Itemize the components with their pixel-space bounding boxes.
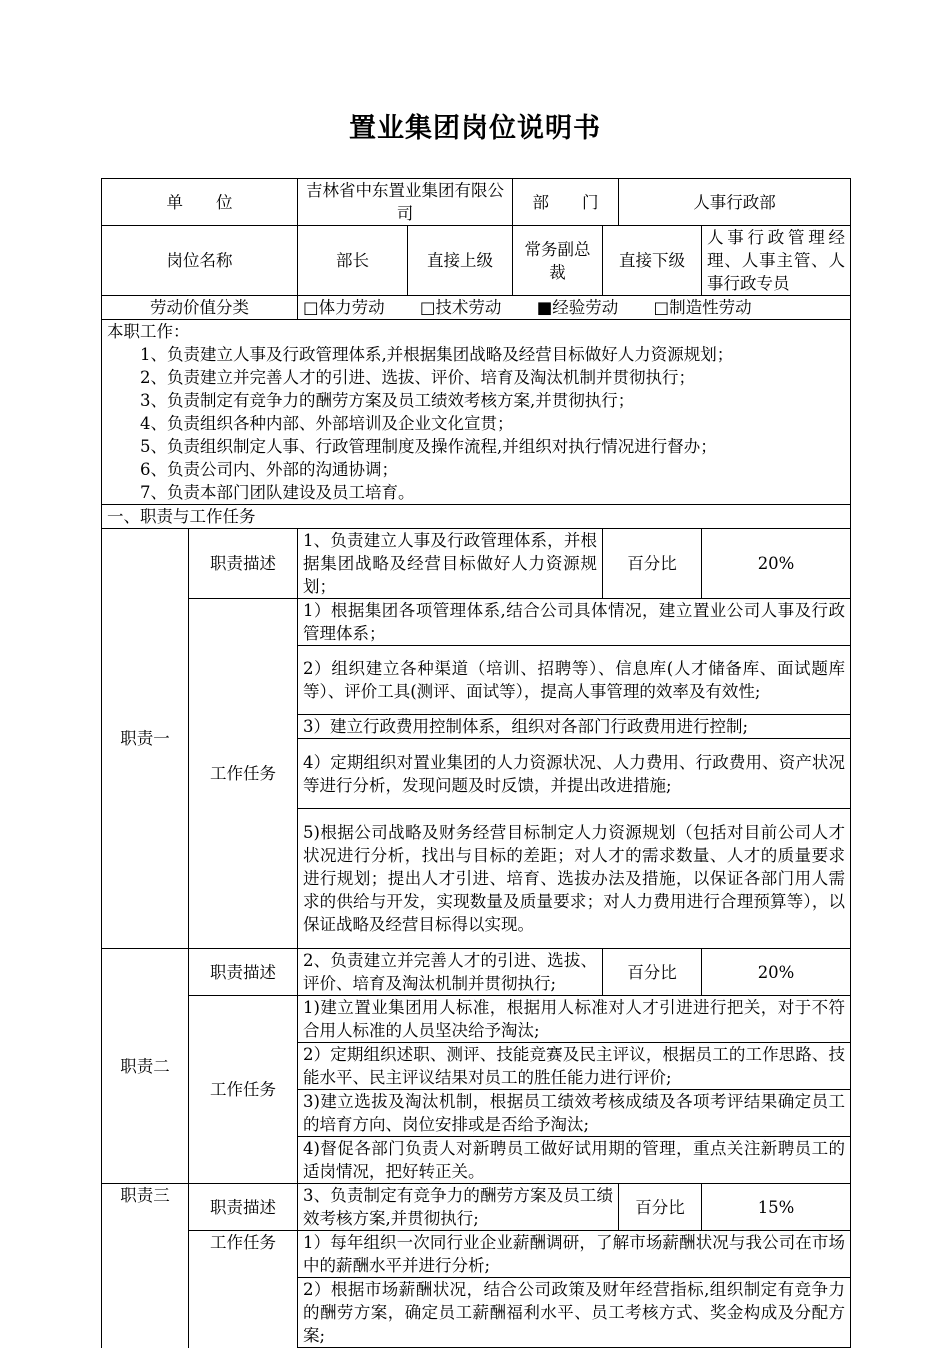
subordinate-value: 人事行政管理经理、人事主管、人事行政专员	[702, 226, 851, 296]
duty-item: 4、负责组织各种内部、外部培训及企业文化宣贯；	[140, 414, 514, 433]
unit-label: 单 位	[102, 179, 298, 226]
labor-option-experience: ■经验劳动	[536, 298, 619, 317]
resp2-percent: 20%	[702, 949, 851, 996]
resp1-task: 5)根据公司战略及财务经营目标制定人力资源规划（包括对目前公司人才状况进行分析，找出与目标的差距；对人才的需求数量、人才的质量要求进行规划；提出人才引进、培育、选拔办法及措施，以保证各部门用人需求的供给与开发，实现数量及质量要求；对人力费用进行合理预算等），以保证战略及经营目标得以实现。	[298, 809, 851, 949]
resp2-tasks-label: 工作任务	[189, 996, 298, 1184]
labor-option-physical: □体力劳动	[303, 298, 385, 317]
resp1-task-row	[102, 599, 851, 646]
resp3-tasks-label: 工作任务	[189, 1231, 298, 1348]
resp3-description: 3、负责制定有竞争力的酬劳方案及员工绩效考核方案,并贯彻执行;	[298, 1184, 619, 1231]
resp2-desc-row	[102, 949, 851, 996]
resp3-task: 2）根据市场薪酬状况，结合公司政策及财年经营指标,组织制定有竞争力的酬劳方案，确定员工薪酬福利水平、员工考核方式、奖金构成及分配方案;	[298, 1278, 851, 1348]
section-title: 一、职责与工作任务	[102, 505, 851, 529]
duty-item: 2、负责建立并完善人才的引进、选拔、评价、培育及淘汰机制并贯彻执行；	[140, 368, 695, 387]
resp3-desc-row	[102, 1184, 851, 1231]
subordinate-label: 直接下级	[603, 226, 702, 296]
header-row-unit	[102, 179, 851, 226]
resp1-task: 1）根据集团各项管理体系,结合公司具体情况，建立置业公司人事及行政管理体系；	[298, 599, 851, 646]
header-row-labor	[102, 296, 851, 320]
resp2-task: 3)建立选拔及淘汰机制，根据员工绩效考核成绩及各项考评结果确定员工的培育方向、岗位安排或是否给予淘汰;	[298, 1090, 851, 1137]
resp2-percent-label: 百分比	[603, 949, 702, 996]
dept-label: 部 门	[513, 179, 619, 226]
resp1-desc-row	[102, 529, 851, 599]
position-value: 部长	[298, 226, 408, 296]
duties-row	[102, 320, 851, 505]
resp2-name: 职责二	[102, 949, 189, 1184]
resp1-percent: 20%	[702, 529, 851, 599]
resp1-task: 4）定期组织对置业集团的人力资源状况、人力费用、行政费用、资产状况等进行分析，发现问题及时反馈，并提出改进措施;	[298, 739, 851, 809]
resp1-name: 职责一	[102, 529, 189, 949]
resp1-description: 1、负责建立人事及行政管理体系，并根据集团战略及经营目标做好人力资源规划；	[298, 529, 603, 599]
position-label: 岗位名称	[102, 226, 298, 296]
labor-option-creative: □制造性劳动	[653, 298, 752, 317]
resp3-task-row	[102, 1231, 851, 1278]
resp2-task: 4)督促各部门负责人对新聘员工做好试用期的管理，重点关注新聘员工的适岗情况，把好转正关。	[298, 1137, 851, 1184]
resp2-task: 1)建立置业集团用人标准，根据用人标准对人才引进进行把关，对于不符合用人标准的人员坚决给予淘汰;	[298, 996, 851, 1043]
superior-value: 常务副总裁	[513, 226, 603, 296]
resp1-percent-label: 百分比	[603, 529, 702, 599]
section-title-row	[102, 505, 851, 529]
labor-options	[298, 296, 851, 320]
unit-value: 吉林省中东置业集团有限公司	[298, 179, 513, 226]
resp3-percent: 15%	[702, 1184, 851, 1231]
resp2-desc-label: 职责描述	[189, 949, 298, 996]
resp2-task: 2）定期组织述职、测评、技能竞赛及民主评议，根据员工的工作思路、技能水平、民主评议结果对员工的胜任能力进行评价;	[298, 1043, 851, 1090]
resp2-task-row	[102, 996, 851, 1043]
job-description-table	[101, 178, 851, 1348]
resp3-desc-label: 职责描述	[189, 1184, 298, 1231]
resp3-name: 职责三	[102, 1184, 189, 1348]
header-row-position	[102, 226, 851, 296]
duty-item: 5、负责组织制定人事、行政管理制度及操作流程,并组织对执行情况进行督办；	[140, 437, 717, 456]
resp1-task: 3）建立行政费用控制体系，组织对各部门行政费用进行控制;	[298, 715, 851, 739]
duty-item: 6、负责公司内、外部的沟通协调；	[140, 460, 398, 479]
duty-item: 7、负责本部门团队建设及员工培育。	[140, 483, 415, 502]
resp2-description: 2、负责建立并完善人才的引进、选拔、评价、培育及淘汰机制并贯彻执行;	[298, 949, 603, 996]
labor-option-technical: □技术劳动	[419, 298, 502, 317]
superior-label: 直接上级	[408, 226, 513, 296]
page-title: 置业集团岗位说明书	[349, 113, 601, 144]
labor-label: 劳动价值分类	[102, 296, 298, 320]
resp1-task: 2）组织建立各种渠道（培训、招聘等）、信息库(人才储备库、面试题库等）、评价工具(测评、面试等），提高人事管理的效率及有效性;	[298, 646, 851, 715]
duty-item: 1、负责建立人事及行政管理体系,并根据集团战略及经营目标做好人力资源规划；	[140, 345, 734, 364]
duties-heading: 本职工作：	[107, 322, 190, 341]
duties-cell	[102, 320, 851, 505]
resp1-desc-label: 职责描述	[189, 529, 298, 599]
duty-item: 3、负责制定有竞争力的酬劳方案及员工绩效考核方案,并贯彻执行；	[140, 391, 635, 410]
resp3-percent-label: 百分比	[619, 1184, 702, 1231]
resp1-tasks-label: 工作任务	[189, 599, 298, 949]
resp3-task: 1）每年组织一次同行业企业薪酬调研，了解市场薪酬状况与我公司在市场中的薪酬水平并进行分析;	[298, 1231, 851, 1278]
dept-value: 人事行政部	[619, 179, 851, 226]
